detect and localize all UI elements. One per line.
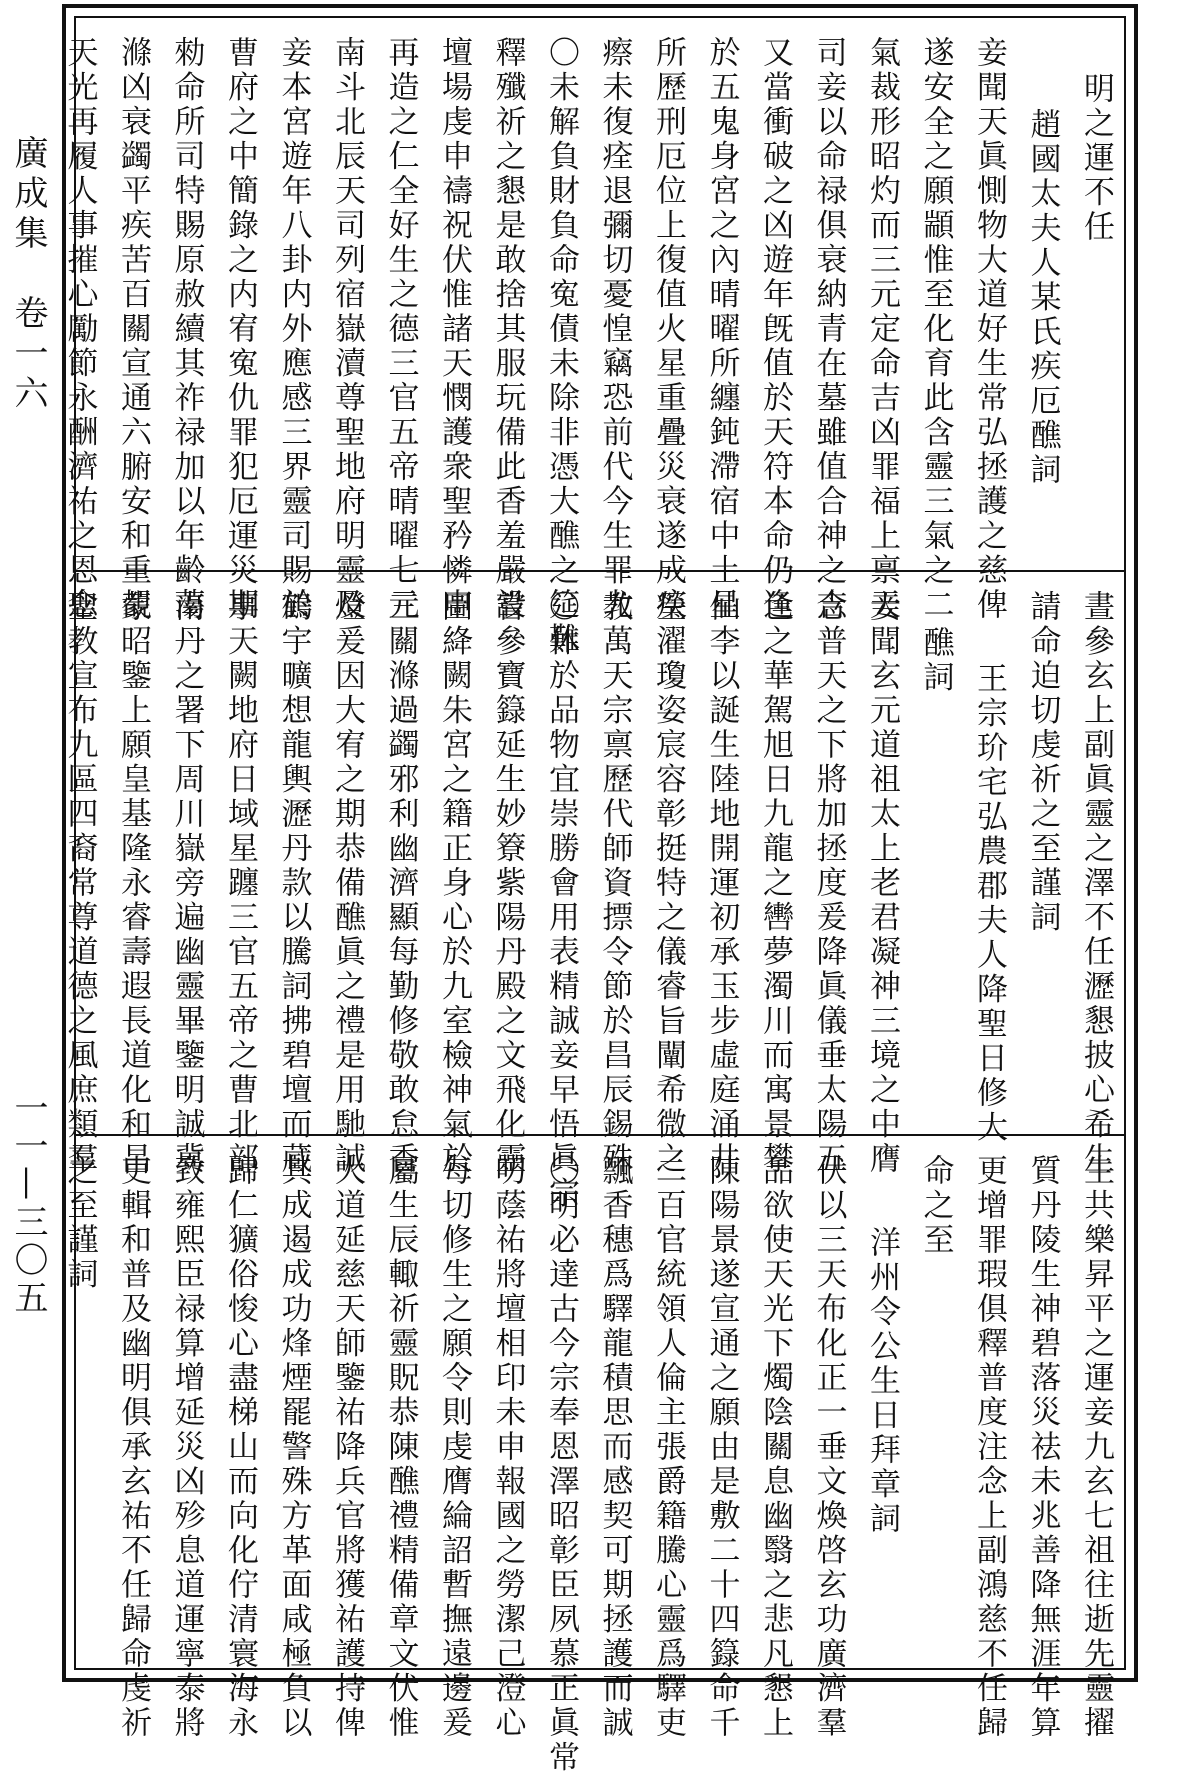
text-column: 教萬天宗禀歷代師資摽令節於昌辰錫殊 [596,590,633,1177]
text-column: 趙國太夫人某氏疾厄醮詞 [1024,108,1061,488]
text-column: 氣裁形昭灼而三元定命吉凶罪福上禀天 [864,36,900,623]
text-column: 〇未解負財負命寃債未除非憑大醮之筵難 [543,36,579,657]
text-column: 致雍熙臣禄算增延災凶殄息道運寧泰將 [168,1154,205,1741]
text-column: 妾聞天眞惻物大道好生常弘拯護之慈俾 [971,36,1007,623]
text-column: 其成遏成功烽煙罷警殊方革面咸極負以 [275,1154,312,1741]
text-column: 妾本宮遊年八卦内外應感三界靈司賜於 [275,36,312,623]
text-column: 〇明必達古今宗奉恩澤昭彰臣夙慕正眞常 [543,1154,579,1775]
text-column: 司妾以命禄俱衰納青在墓雖值合神之吉 [810,36,847,623]
text-column: 於五鬼身宮之內晴曜所纏鈍滯宿中土星 [703,36,740,623]
text-column: 妾聞玄元道祖太上老君凝神三境之中膺 [864,590,900,1177]
text-column: 南丹之署下周川嶽旁遍幽靈畢鑒明誠冀 [168,590,205,1177]
text-column: 每切修生之願令則虔膺綸詔暫撫遠邊爰 [436,1154,472,1741]
text-column: 叨蔭祐將壇相印未申報國之勞潔己澄心 [489,1154,526,1741]
text-column: 歸仁獷俗悛心盡梯山而向化佇清寰海永 [222,1154,258,1741]
text-column: 醮詞 [917,626,954,695]
text-column: 質丹陵生神碧落災祛未兆善降無涯年算 [1024,1154,1061,1741]
text-column: 色之華駕旭日九龍之轡夢濁川而寓景攀 [757,590,793,1177]
text-column: 瘵未復痊退彌切憂惶竊恐前代今生罪尤 [596,36,633,623]
text-column: 大道延慈天師鑒祐降兵官將獲祐護持俾 [329,1154,365,1741]
text-column: 〇休於品物宜崇勝會用表精誠妾早悟眞宗 [543,590,579,1211]
text-column: 之至謹詞 [61,1154,98,1292]
text-column: 勑命所司特賜原赦續其祚禄加以年齡蕩 [168,36,205,623]
text-column: 飄香穗爲驛龍積思而感契可期拯護而誠 [596,1154,633,1741]
text-column: 遂安全之願顓惟至化育此含靈三氣之二 [917,36,954,623]
text-column: 瑩濯瓊姿宸容彰挺特之儀睿旨闡希微之 [650,590,686,1177]
text-column: 品欲使天光下燭陰關息幽翳之悲凡懇上 [757,1154,793,1741]
text-column: 王宗玠宅弘農郡夫人降聖日修大 [971,662,1007,1145]
text-column: 南斗北辰天司列宿嶽瀆尊聖地府明靈及 [329,36,365,623]
text-column: 鶴宇曠想龍輿瀝丹款以騰詞拂碧壇而蔵 [275,590,312,1177]
text-column: 滌凶衰蠲平疾苦百關宣通六腑安和重覩 [115,36,151,623]
text-column: 曹府之中簡錄之内宥寃仇罪犯厄運災期 [222,36,258,623]
text-column: 壇場虔申禱祝伏惟諸天憫護衆聖矜憐申 [436,36,472,623]
text-column: 二百官統領人倫主張爵籍騰心靈爲驛吏 [650,1154,686,1741]
text-column: 蒙昭鑒上願皇基隆永睿壽遐長道化和昌 [115,590,151,1177]
text-column: 伏以三天布化正一垂文煥啓玄功廣濟羣 [810,1154,847,1741]
text-column: 圖絳闕朱宮之籍正身心於九室檢神氣於 [436,590,472,1177]
text-column: 嘗參寶籙延生妙簝紫陽丹殿之文飛化靈 [489,590,526,1177]
text-column: 命之至 [917,1154,954,1258]
text-column: 陳陽景遂宣通之願由是敷二十四籙命千 [703,1154,740,1741]
text-column: 更增罪瑕俱釋普度注念上副鴻慈不任歸 [971,1154,1007,1741]
text-column: 念普天之下將加拯度爰降眞儀垂太陽五 [810,590,847,1177]
text-column: 釋殲祈之懇是敢捨其服玩備此香羞嚴設 [489,36,526,623]
page-number-margin: 一一—三〇五 [8,1090,48,1318]
text-column: 所歷刑厄位上復值火星重疊災衰遂成疾 [650,36,686,623]
text-panel-bottom [61,1136,1124,1775]
text-column: 屬生辰輙祈靈貺恭陳醮禮精備章文伏惟 [382,1154,419,1741]
text-column: 仙李以誕生陸地開運初承玉步虛庭涌井 [703,590,740,1177]
text-column: 天光再履人事摧心勵節永酬濟祐之恩念 [61,36,98,623]
text-column: 生共樂昇平之運妾九玄七祖往逝先靈擢 [1078,1154,1114,1741]
text-column: 洋州令公生日拜章詞 [864,1226,900,1537]
page-frame [61,4,1138,1775]
text-column: 聖教宣布九區四裔常尊道德之風庶類羣 [61,590,98,1177]
text-column: 明之運不任 [1078,72,1114,245]
text-column: 晝參玄上副眞靈之澤不任瀝懇披心希生 [1078,590,1114,1177]
text-column: 事天闕地府日域星躔三官五帝之曹北部 [222,590,258,1177]
text-column: 燈爰因大宥之期恭備醮眞之禮是用馳誠 [329,590,365,1177]
text-column: 再造之仁全好生之德三官五帝晴曜七元 [382,36,419,623]
text-column: 又當衝破之凶遊年旣值於天符本命仍逢 [757,36,793,623]
book-title-margin: 廣成集 卷一六 [8,135,48,415]
text-column: 吏輯和普及幽明俱承玄祐不任歸命虔祈 [115,1154,151,1741]
text-block [61,16,1126,1775]
text-panel-top [61,18,1124,657]
text-column: 三關滌過蠲邪利幽濟顯每勤修敬敢怠香 [382,590,419,1177]
text-column: 請命迫切虔祈之至謹詞 [1024,590,1061,935]
